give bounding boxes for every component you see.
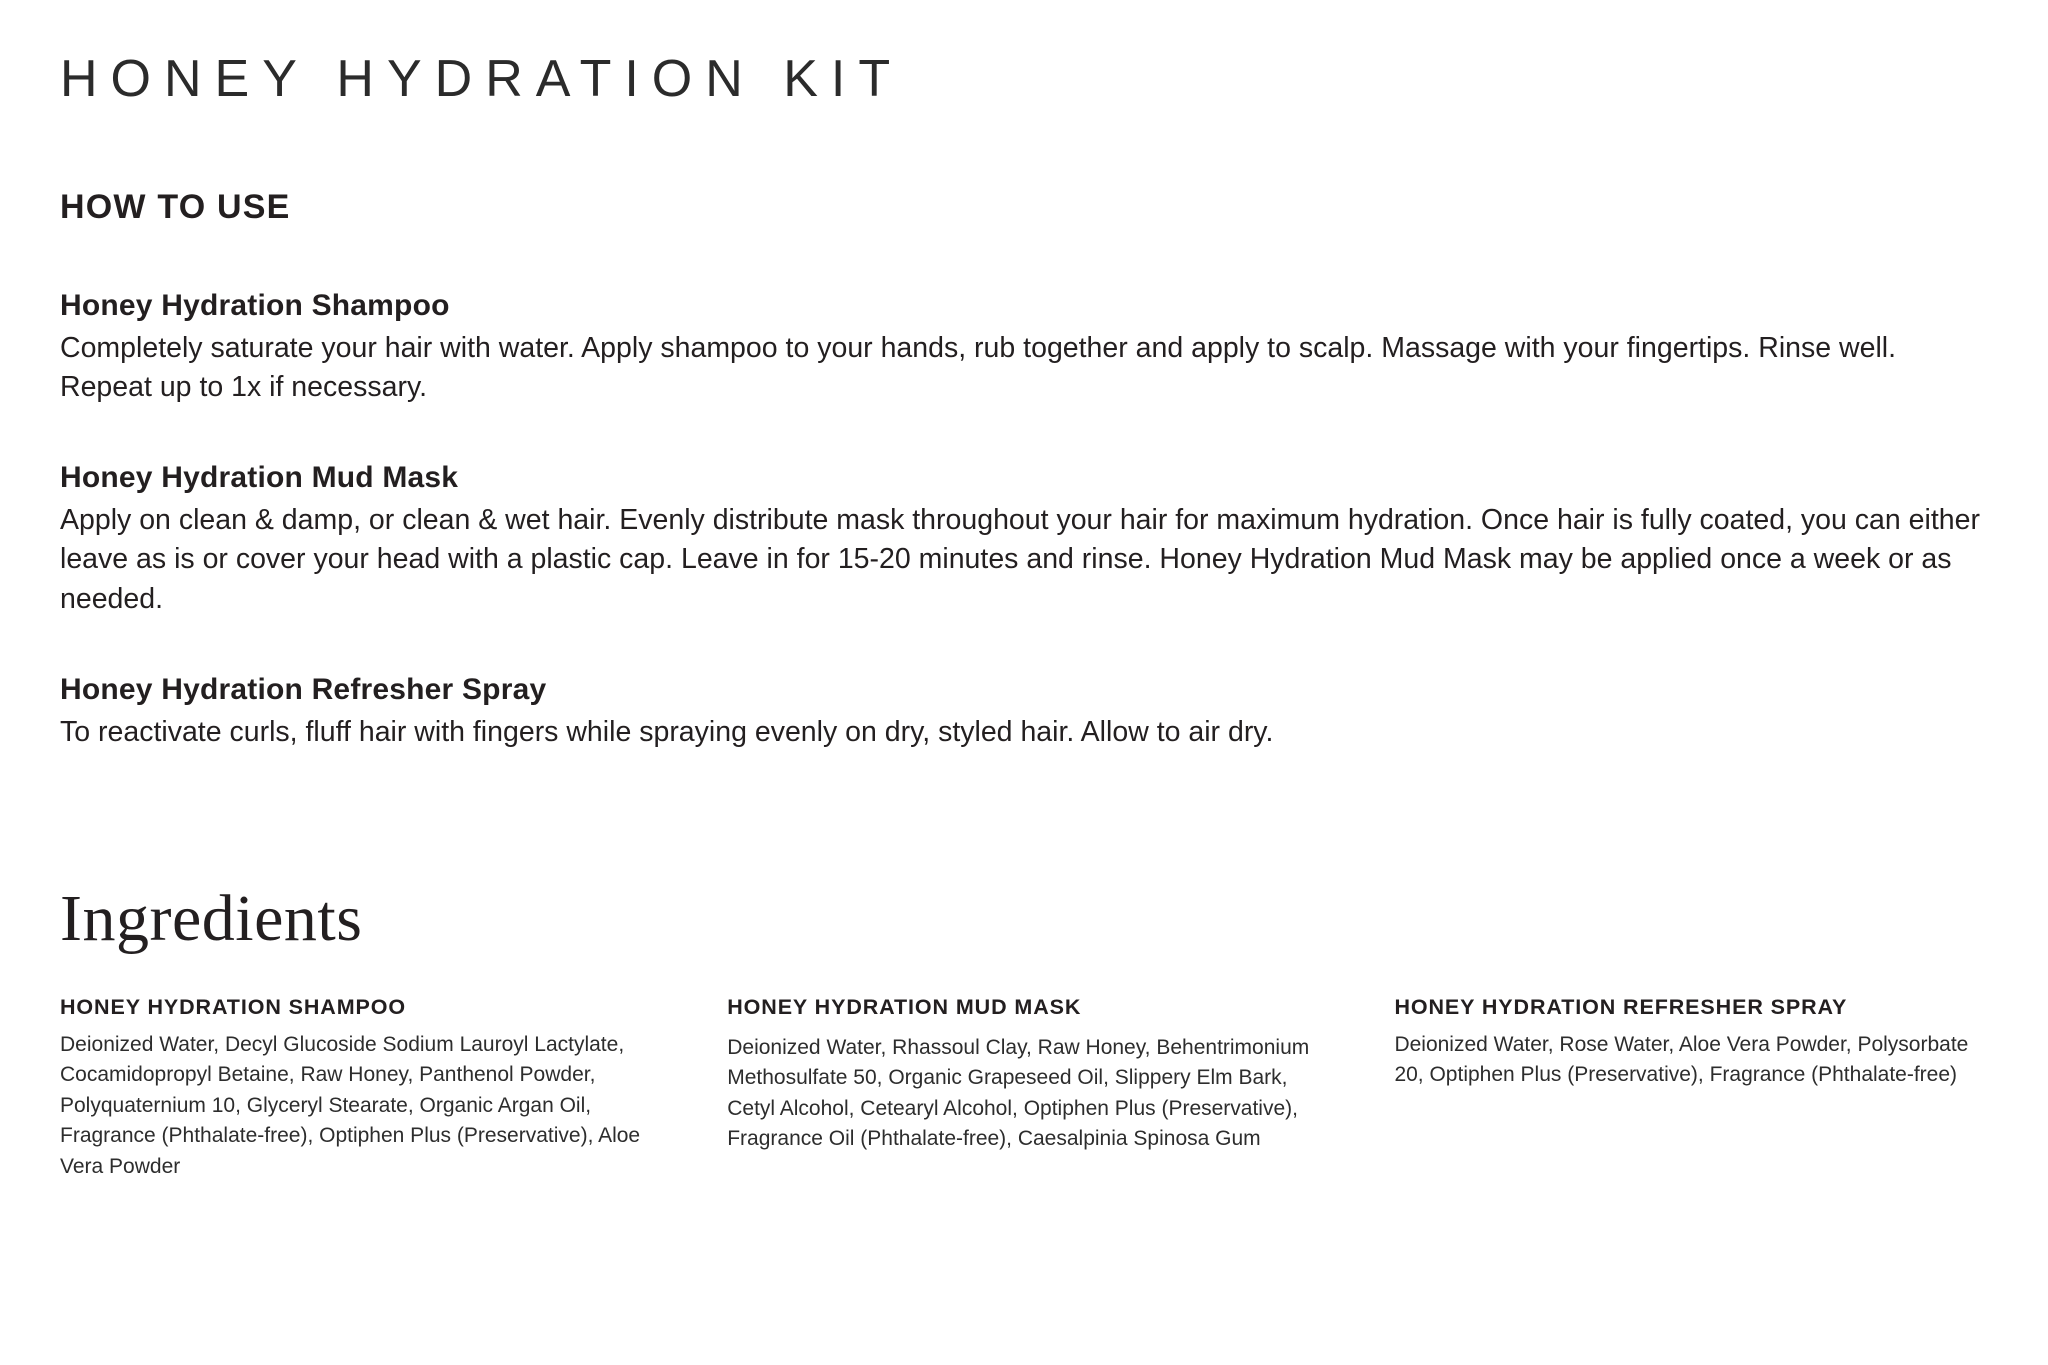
ingredients-list: Deionized Water, Rhassoul Clay, Raw Honey, Behentrimonium Methosulfate 50, Organic Grapeseed Oil, Slippery Elm Bark, Cetyl Alcohol, Cetearyl Alcohol, Optiphen Plus (Preservative), Fragrance Oil (Phthalate-free), Caesalpinia Spinosa Gum bbox=[727, 1035, 1310, 1151]
instruction-title: Honey Hydration Refresher Spray bbox=[60, 672, 547, 706]
ingredients-title: HONEY HYDRATION MUD MASK bbox=[727, 994, 1082, 1019]
ingredients-list: Deionized Water, Decyl Glucoside Sodium Lauroyl Lactylate, Cocamidopropyl Betaine, Raw Honey, Panthenol Powder, Polyquaternium 10, Glyceryl Stearate, Organic Argan Oil, Fragrance (Phthalate-free), Optiphen Plus (Preservative), Aloe Vera Powder bbox=[60, 1032, 641, 1178]
page-title: HONEY HYDRATION KIT bbox=[60, 50, 904, 108]
ingredients-column-shampoo bbox=[60, 995, 727, 1182]
ingredients-column-mud-mask bbox=[727, 995, 1394, 1182]
ingredients-list: Deionized Water, Rose Water, Aloe Vera Powder, Polysorbate 20, Optiphen Plus (Preservative), Fragrance (Phthalate-free) bbox=[1394, 1032, 1969, 1087]
instruction-section-shampoo bbox=[60, 289, 1990, 407]
instruction-title: Honey Hydration Shampoo bbox=[60, 289, 450, 323]
ingredients-heading: Ingredients bbox=[60, 881, 363, 955]
ingredients-column-refresher-spray bbox=[1394, 995, 1992, 1182]
ingredients-title: HONEY HYDRATION SHAMPOO bbox=[60, 994, 407, 1019]
instruction-body: To reactivate curls, fluff hair with fingers while spraying evenly on dry, styled hair. Allow to air dry. bbox=[60, 715, 1274, 748]
instruction-section-refresher-spray bbox=[60, 673, 1990, 752]
instruction-title: Honey Hydration Mud Mask bbox=[60, 461, 459, 495]
ingredients-columns bbox=[60, 995, 1992, 1182]
instruction-body: Completely saturate your hair with water. Apply shampoo to your hands, rub together and apply to scalp. Massage with your fingertips. Rinse well. Repeat up to 1x if necessary. bbox=[60, 332, 1897, 404]
instruction-section-mud-mask bbox=[60, 461, 1990, 618]
how-to-use-heading: HOW TO USE bbox=[60, 188, 291, 227]
instruction-body: Apply on clean & damp, or clean & wet hair. Evenly distribute mask throughout your hair for maximum hydration. Once hair is fully coated, you can either leave as is or cover your head with a plastic cap. Leave in for 15-20 minutes and rinse. Honey Hydration Mud Mask may be applied once a week or as needed. bbox=[60, 504, 1980, 615]
ingredients-title: HONEY HYDRATION REFRESHER SPRAY bbox=[1394, 994, 1848, 1019]
